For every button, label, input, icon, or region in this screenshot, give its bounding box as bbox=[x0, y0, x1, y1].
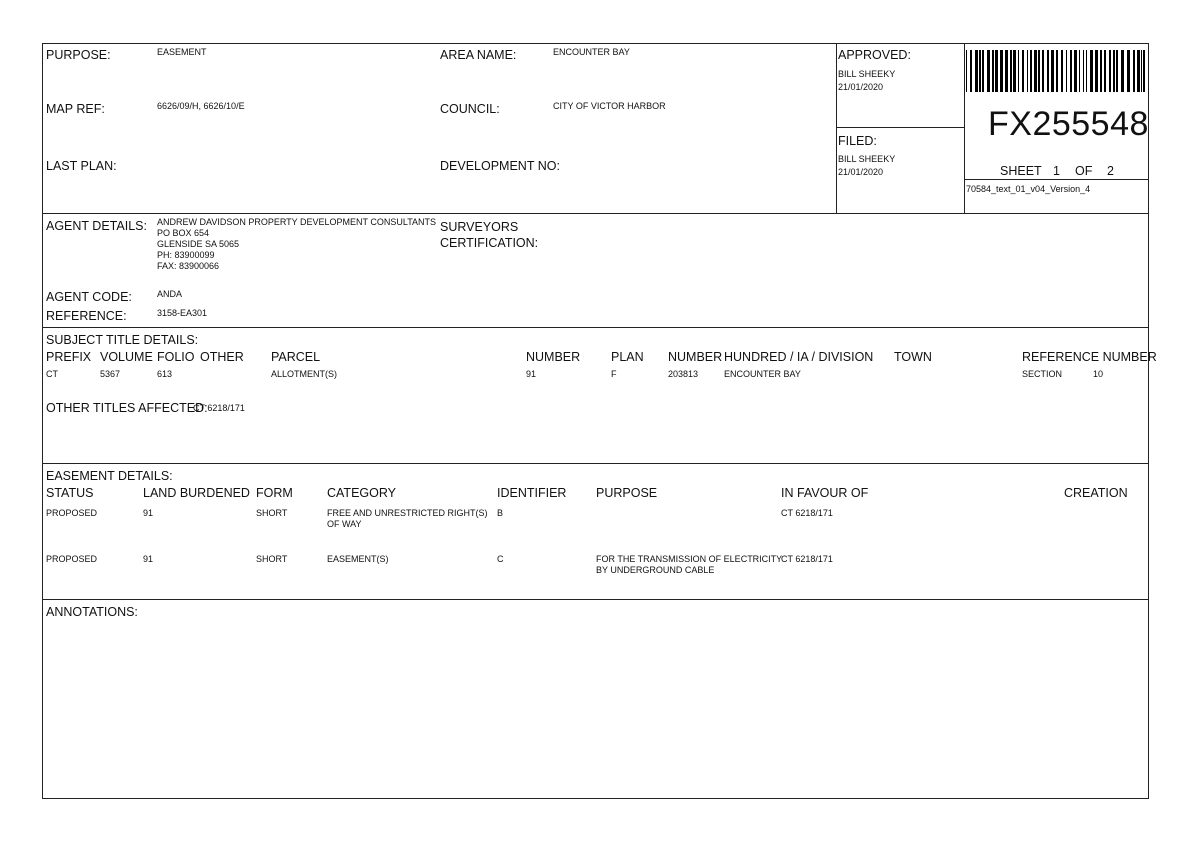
easement-row-form: SHORT bbox=[256, 554, 288, 564]
sheet-of-label: OF bbox=[1075, 164, 1093, 178]
approved-date: 21/01/2020 bbox=[838, 82, 884, 92]
col-prefix: PREFIX bbox=[46, 350, 92, 364]
barcode-bar bbox=[1066, 50, 1067, 92]
ecol-in-favour-of: IN FAVOUR OF bbox=[781, 486, 869, 500]
barcode-bar bbox=[1022, 50, 1024, 92]
easement-row-form: SHORT bbox=[256, 508, 288, 518]
last-plan-label: LAST PLAN: bbox=[46, 159, 117, 173]
filed-by: BILL SHEEKY bbox=[838, 154, 896, 164]
barcode-bar bbox=[1018, 50, 1019, 92]
barcode-bar bbox=[1083, 50, 1084, 92]
barcode-bar bbox=[1030, 50, 1032, 92]
row-number: 91 bbox=[526, 369, 537, 379]
barcode-bar bbox=[975, 50, 978, 92]
barcode-bar bbox=[1100, 50, 1102, 92]
row-reference-number: 10 bbox=[1093, 369, 1104, 379]
barcode-bar bbox=[1137, 50, 1140, 92]
surveyors-certification-label: SURVEYORS CERTIFICATION: bbox=[440, 220, 539, 250]
col-other: OTHER bbox=[200, 350, 244, 364]
barcode-bar bbox=[1095, 50, 1098, 92]
approved-label: APPROVED: bbox=[838, 48, 911, 62]
barcode-bar bbox=[1056, 50, 1058, 92]
agent-details-value: ANDREW DAVIDSON PROPERTY DEVELOPMENT CONSULTANTS PO BOX 654 GLENSIDE SA 5065 PH: 83900099 FAX: 83900066 bbox=[157, 217, 437, 271]
barcode-bar bbox=[1047, 50, 1049, 92]
barcode-bar bbox=[995, 50, 998, 92]
barcode-bar bbox=[982, 50, 984, 92]
barcode-bar bbox=[1051, 50, 1054, 92]
filed-label: FILED: bbox=[838, 134, 877, 148]
barcode-bar bbox=[1027, 50, 1028, 92]
row-hundred: ENCOUNTER BAY bbox=[724, 369, 801, 379]
ecol-form: FORM bbox=[256, 486, 293, 500]
frame-right bbox=[1148, 43, 1149, 799]
divider-version bbox=[964, 179, 1149, 180]
barcode-bar bbox=[1133, 50, 1135, 92]
row-volume: 5367 bbox=[100, 369, 121, 379]
divider-annotations bbox=[42, 599, 1149, 600]
barcode-bar bbox=[1034, 50, 1037, 92]
barcode-bar bbox=[1127, 50, 1130, 92]
row-reference: SECTION bbox=[1022, 369, 1063, 379]
frame-left bbox=[42, 43, 43, 799]
barcode-bar bbox=[1061, 50, 1063, 92]
reference-label: REFERENCE: bbox=[46, 309, 127, 323]
approved-by: BILL SHEEKY bbox=[838, 69, 896, 79]
agent-code-label: AGENT CODE: bbox=[46, 290, 132, 304]
ecol-land-burdened: LAND BURDENED bbox=[143, 486, 250, 500]
divider-plan-left bbox=[964, 43, 965, 214]
barcode-bar bbox=[1074, 50, 1077, 92]
easement-row-favour: CT 6218/171 bbox=[781, 554, 833, 564]
annotations-label: ANNOTATIONS: bbox=[46, 605, 138, 619]
barcode-bar bbox=[966, 50, 967, 92]
barcode-bar bbox=[1086, 50, 1087, 92]
col-plan-number: NUMBER bbox=[668, 350, 723, 364]
row-plan-number: 203813 bbox=[668, 369, 699, 379]
barcode-bar bbox=[1038, 50, 1040, 92]
barcode-bar bbox=[1010, 50, 1012, 92]
col-number: NUMBER bbox=[526, 350, 581, 364]
easement-row-category: EASEMENT(S) bbox=[327, 554, 389, 564]
ecol-identifier: IDENTIFIER bbox=[497, 486, 567, 500]
ecol-status: STATUS bbox=[46, 486, 94, 500]
easement-row-category: FREE AND UNRESTRICTED RIGHT(S) OF WAY bbox=[327, 508, 488, 529]
barcode-bar bbox=[992, 50, 994, 92]
divider-approved-left bbox=[836, 43, 837, 214]
col-reference-number: REFERENCE NUMBER bbox=[1022, 350, 1157, 364]
council-label: COUNCIL: bbox=[440, 102, 500, 116]
frame-top bbox=[42, 43, 1149, 44]
area-name-value: ENCOUNTER BAY bbox=[553, 47, 630, 57]
development-no-label: DEVELOPMENT NO: bbox=[440, 159, 560, 173]
barcode-bar bbox=[979, 50, 981, 92]
col-town: TOWN bbox=[894, 350, 932, 364]
reference-value: 3158-EA301 bbox=[157, 308, 208, 318]
barcode-bar bbox=[1090, 50, 1093, 92]
barcode-bar bbox=[1141, 50, 1142, 92]
map-ref-value: 6626/09/H, 6626/10/E bbox=[157, 101, 245, 111]
version-text: 70584_text_01_v04_Version_4 bbox=[966, 184, 1091, 194]
col-folio: FOLIO bbox=[157, 350, 195, 364]
divider-subject bbox=[42, 327, 1149, 328]
barcode-bar bbox=[1042, 50, 1044, 92]
col-plan: PLAN bbox=[611, 350, 644, 364]
row-parcel: ALLOTMENT(S) bbox=[271, 369, 338, 379]
easement-row-identifier: B bbox=[497, 508, 504, 518]
barcode-bar bbox=[1079, 50, 1080, 92]
easement-row-purpose: FOR THE TRANSMISSION OF ELECTRICITY BY UNDERGROUND CABLE bbox=[596, 554, 783, 575]
purpose-label: PURPOSE: bbox=[46, 48, 111, 62]
barcode-bar bbox=[1113, 50, 1115, 92]
council-value: CITY OF VICTOR HARBOR bbox=[553, 101, 666, 111]
divider-agent bbox=[42, 213, 1149, 214]
easement-row-favour: CT 6218/171 bbox=[781, 508, 833, 518]
agent-details-label: AGENT DETAILS: bbox=[46, 219, 147, 233]
divider-filed bbox=[836, 127, 965, 128]
frame-bottom bbox=[42, 798, 1149, 799]
subject-title-heading: SUBJECT TITLE DETAILS: bbox=[46, 333, 199, 347]
ecol-creation: CREATION bbox=[1064, 486, 1128, 500]
sheet-label: SHEET bbox=[1000, 164, 1042, 178]
ecol-category: CATEGORY bbox=[327, 486, 396, 500]
ecol-purpose: PURPOSE bbox=[596, 486, 658, 500]
barcode-bar bbox=[970, 50, 972, 92]
divider-easement bbox=[42, 463, 1149, 464]
barcode-bar bbox=[1005, 50, 1008, 92]
barcode-bar bbox=[1013, 50, 1016, 92]
other-titles-value: CT 6218/171 bbox=[193, 403, 245, 413]
plan-number: FX255548 bbox=[988, 105, 1149, 143]
easement-row-land: 91 bbox=[143, 508, 154, 518]
easement-row-land: 91 bbox=[143, 554, 154, 564]
col-parcel: PARCEL bbox=[271, 350, 321, 364]
barcode-bar bbox=[1109, 50, 1111, 92]
sheet-total: 2 bbox=[1107, 164, 1114, 178]
row-plan: F bbox=[611, 369, 617, 379]
barcode-bar bbox=[1143, 50, 1145, 92]
map-ref-label: MAP REF: bbox=[46, 102, 105, 116]
sheet-number: 1 bbox=[1053, 164, 1060, 178]
other-titles-label: OTHER TITLES AFFECTED: bbox=[46, 401, 208, 415]
purpose-value: EASEMENT bbox=[157, 47, 207, 57]
barcode-image bbox=[966, 50, 1148, 92]
easement-row-identifier: C bbox=[497, 554, 504, 564]
col-hundred: HUNDRED / IA / DIVISION bbox=[724, 350, 874, 364]
easement-row-status: PROPOSED bbox=[46, 508, 98, 518]
barcode-bar bbox=[1000, 50, 1003, 92]
easement-heading: EASEMENT DETAILS: bbox=[46, 469, 173, 483]
barcode-bar bbox=[1121, 50, 1124, 92]
barcode-bar bbox=[1070, 50, 1072, 92]
barcode-bar bbox=[1116, 50, 1118, 92]
filed-date: 21/01/2020 bbox=[838, 167, 884, 177]
row-folio: 613 bbox=[157, 369, 173, 379]
area-name-label: AREA NAME: bbox=[440, 48, 517, 62]
barcode-bar bbox=[987, 50, 990, 92]
agent-code-value: ANDA bbox=[157, 289, 183, 299]
barcode-bar bbox=[1104, 50, 1106, 92]
col-volume: VOLUME bbox=[100, 350, 153, 364]
row-prefix: CT bbox=[46, 369, 58, 379]
easement-row-status: PROPOSED bbox=[46, 554, 98, 564]
